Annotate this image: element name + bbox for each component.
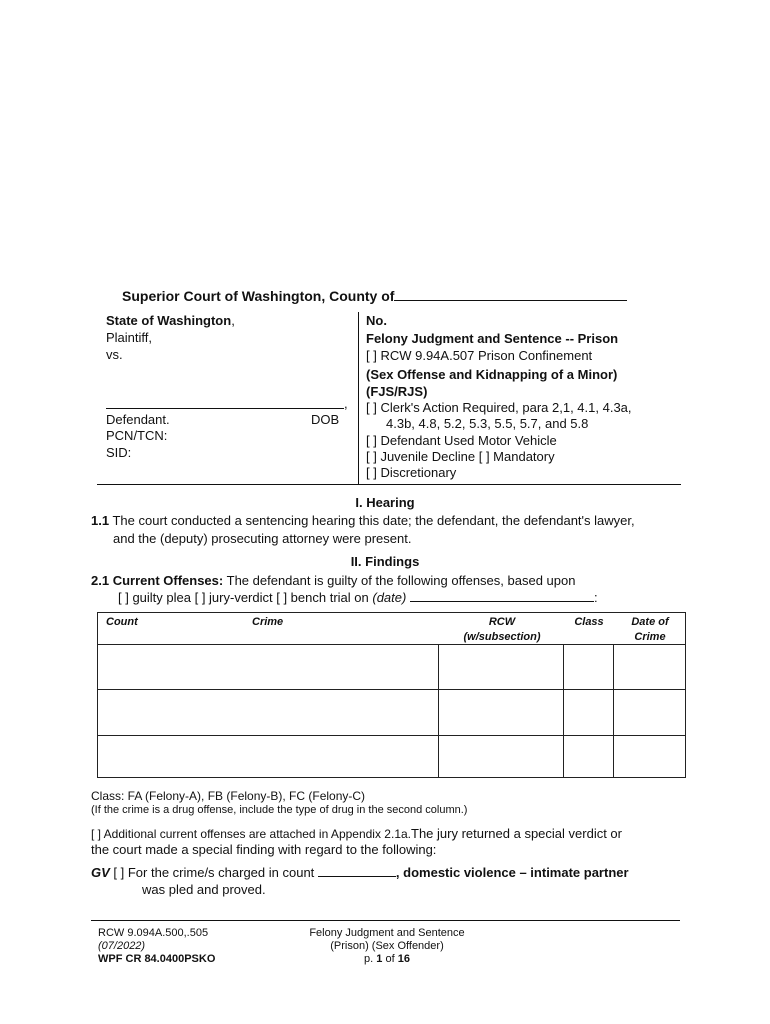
footer-form-number: WPF CR 84.0400PSKO [98,953,216,965]
count-blank[interactable] [318,865,396,877]
caption-plaintiff: Plaintiff, [106,330,153,345]
hearing-para-1-1-cont: and the (deputy) prosecuting attorney were present. [113,531,412,546]
footer-page-number: p. 1 of 16 [364,953,410,965]
drug-note: (If the crime is a drug offense, include the type of drug in the second column.) [91,804,468,816]
hearing-para-1-1: 1.1 The court conducted a sentencing hearing this date; the defendant, the defendant's lawyer, [91,513,635,528]
footer-rcw: RCW 9.094A.500,.505 [98,927,209,939]
rcw-checkbox[interactable]: [ ] RCW 9.94A.507 Prison Confinement [366,348,593,363]
col-date-2: Crime [634,631,666,643]
col-count: Count [106,616,138,628]
clerk-action-checkbox[interactable]: [ ] Clerk's Action Required, para 2,1, 4.1, 4.3a, [366,400,632,415]
col-rcw-sub: (w/subsection) [463,631,541,643]
class-note: Class: FA (Felony-A), FB (Felony-B), FC (Felony-C) [91,789,366,803]
findings-heading: II. Findings [350,554,420,569]
table-col-rule [613,644,614,777]
defendant-name-line [106,408,344,409]
caption-bottom-rule [97,484,681,485]
gv-finding[interactable]: GV [ ] For the crime/s charged in count , domestic violence – intimate partner [91,865,629,880]
caption-pcn: PCN/TCN: [106,428,168,443]
col-class: Class [574,616,604,628]
table-col-rule [563,644,564,777]
caption-dob: DOB [311,412,340,427]
footer-rule [91,920,680,921]
col-crime: Crime [252,616,284,628]
trial-date-blank[interactable] [410,590,594,602]
document-abbrev: (FJS/RJS) [366,384,428,399]
caption-state: State of Washington, [106,313,235,328]
table-row[interactable] [98,736,438,777]
hearing-heading: I. Hearing [355,495,415,510]
caption-comma: , [344,396,348,411]
col-date-1: Date of [631,616,669,628]
table-col-rule [438,644,439,777]
additional-offenses[interactable]: [ ] Additional current offenses are attached in Appendix 2.1a.The jury returned a special verdict or [91,826,622,841]
juvenile-decline-checkbox[interactable]: [ ] Juvenile Decline [ ] Mandatory [366,449,555,464]
col-rcw: RCW [488,616,516,628]
discretionary-checkbox[interactable]: [ ] Discretionary [366,465,457,480]
caption-vs: vs. [106,347,123,362]
special-finding-note: the court made a special finding with regard to the following: [91,842,437,857]
table-row[interactable] [98,645,438,689]
findings-para-2-1: 2.1 Current Offenses: The defendant is guilty of the following offenses, based upon [91,573,576,588]
footer-title: Felony Judgment and Sentence [309,927,465,939]
gv-finding-cont: was pled and proved. [142,882,266,897]
offenses-table [97,612,686,778]
court-title: Superior Court of Washington, County of [122,288,627,305]
table-row[interactable] [98,690,438,735]
clerk-action-paras: 4.3b, 4.8, 5.2, 5.3, 5.5, 5.7, and 5.8 [386,416,589,431]
motor-vehicle-checkbox[interactable]: [ ] Defendant Used Motor Vehicle [366,433,557,448]
caption-divider [358,312,359,484]
caption-defendant: Defendant. [106,412,170,427]
document-title: Felony Judgment and Sentence -- Prison [366,331,619,346]
caption-sid: SID: [106,445,132,460]
county-blank [394,288,627,301]
plea-type-options[interactable]: [ ] guilty plea [ ] jury-verdict [ ] bench trial on (date) : [118,590,598,605]
footer-subtitle: (Prison) (Sex Offender) [330,940,444,952]
footer-date: (07/2022) [98,940,146,952]
case-number-label: No. [366,313,387,328]
document-subtitle: (Sex Offense and Kidnapping of a Minor) [366,367,618,382]
